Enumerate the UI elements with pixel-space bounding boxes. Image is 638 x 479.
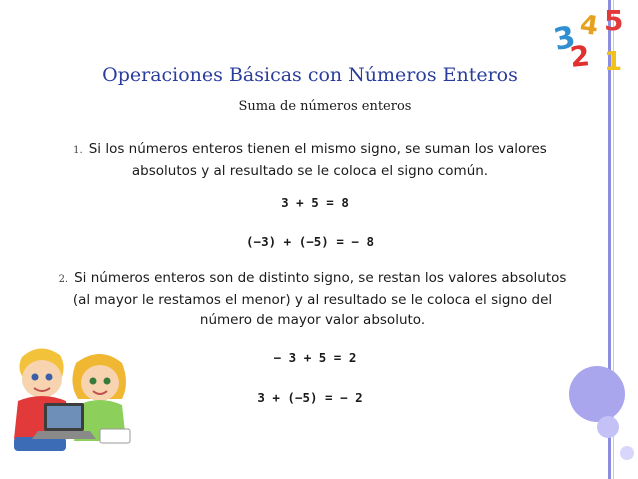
digit-5: 5	[604, 4, 624, 37]
rule-2-line-3: número de mayor valor absoluto.	[199, 312, 426, 328]
rule-1-line-2: absolutos y al resultado se le coloca el signo común.	[131, 163, 489, 179]
digit-3: 3	[550, 19, 579, 59]
digit-1: 1	[604, 47, 623, 76]
rule-1-number: 1.	[73, 145, 83, 156]
numbers-illustration	[546, 4, 634, 76]
rule-2-line-2: (al mayor le restamos el menor) y al resultado se le coloca el signo del	[72, 292, 553, 308]
decorative-circle-small	[597, 416, 619, 438]
book-icon	[100, 429, 130, 443]
decorative-circle-tiny	[620, 446, 634, 460]
example-2-first: − 3 + 5 = 2	[273, 350, 357, 365]
digit-4: 4	[578, 9, 601, 42]
page-subtitle: Suma de números enteros	[238, 99, 412, 114]
digit-2: 2	[568, 39, 592, 74]
rule-1	[40, 139, 580, 181]
kids-laptop-illustration	[4, 343, 144, 455]
page-title: Operaciones Básicas con Números Enteros	[102, 64, 518, 86]
rule-1-line-1: Si los números enteros tienen el mismo signo, se suman los valores	[88, 141, 547, 157]
decorative-circle-large	[569, 366, 625, 422]
rule-2	[20, 268, 605, 330]
example-1-positive: 3 + 5 = 8	[281, 195, 349, 210]
example-1-negative: (−3) + (−5) = − 8	[246, 234, 374, 249]
rule-2-number: 2.	[58, 274, 69, 285]
rule-2-line-1: Si números enteros son de distinto signo, se restan los valores absolutos	[74, 270, 567, 286]
example-2-second: 3 + (−5) = − 2	[257, 390, 363, 405]
